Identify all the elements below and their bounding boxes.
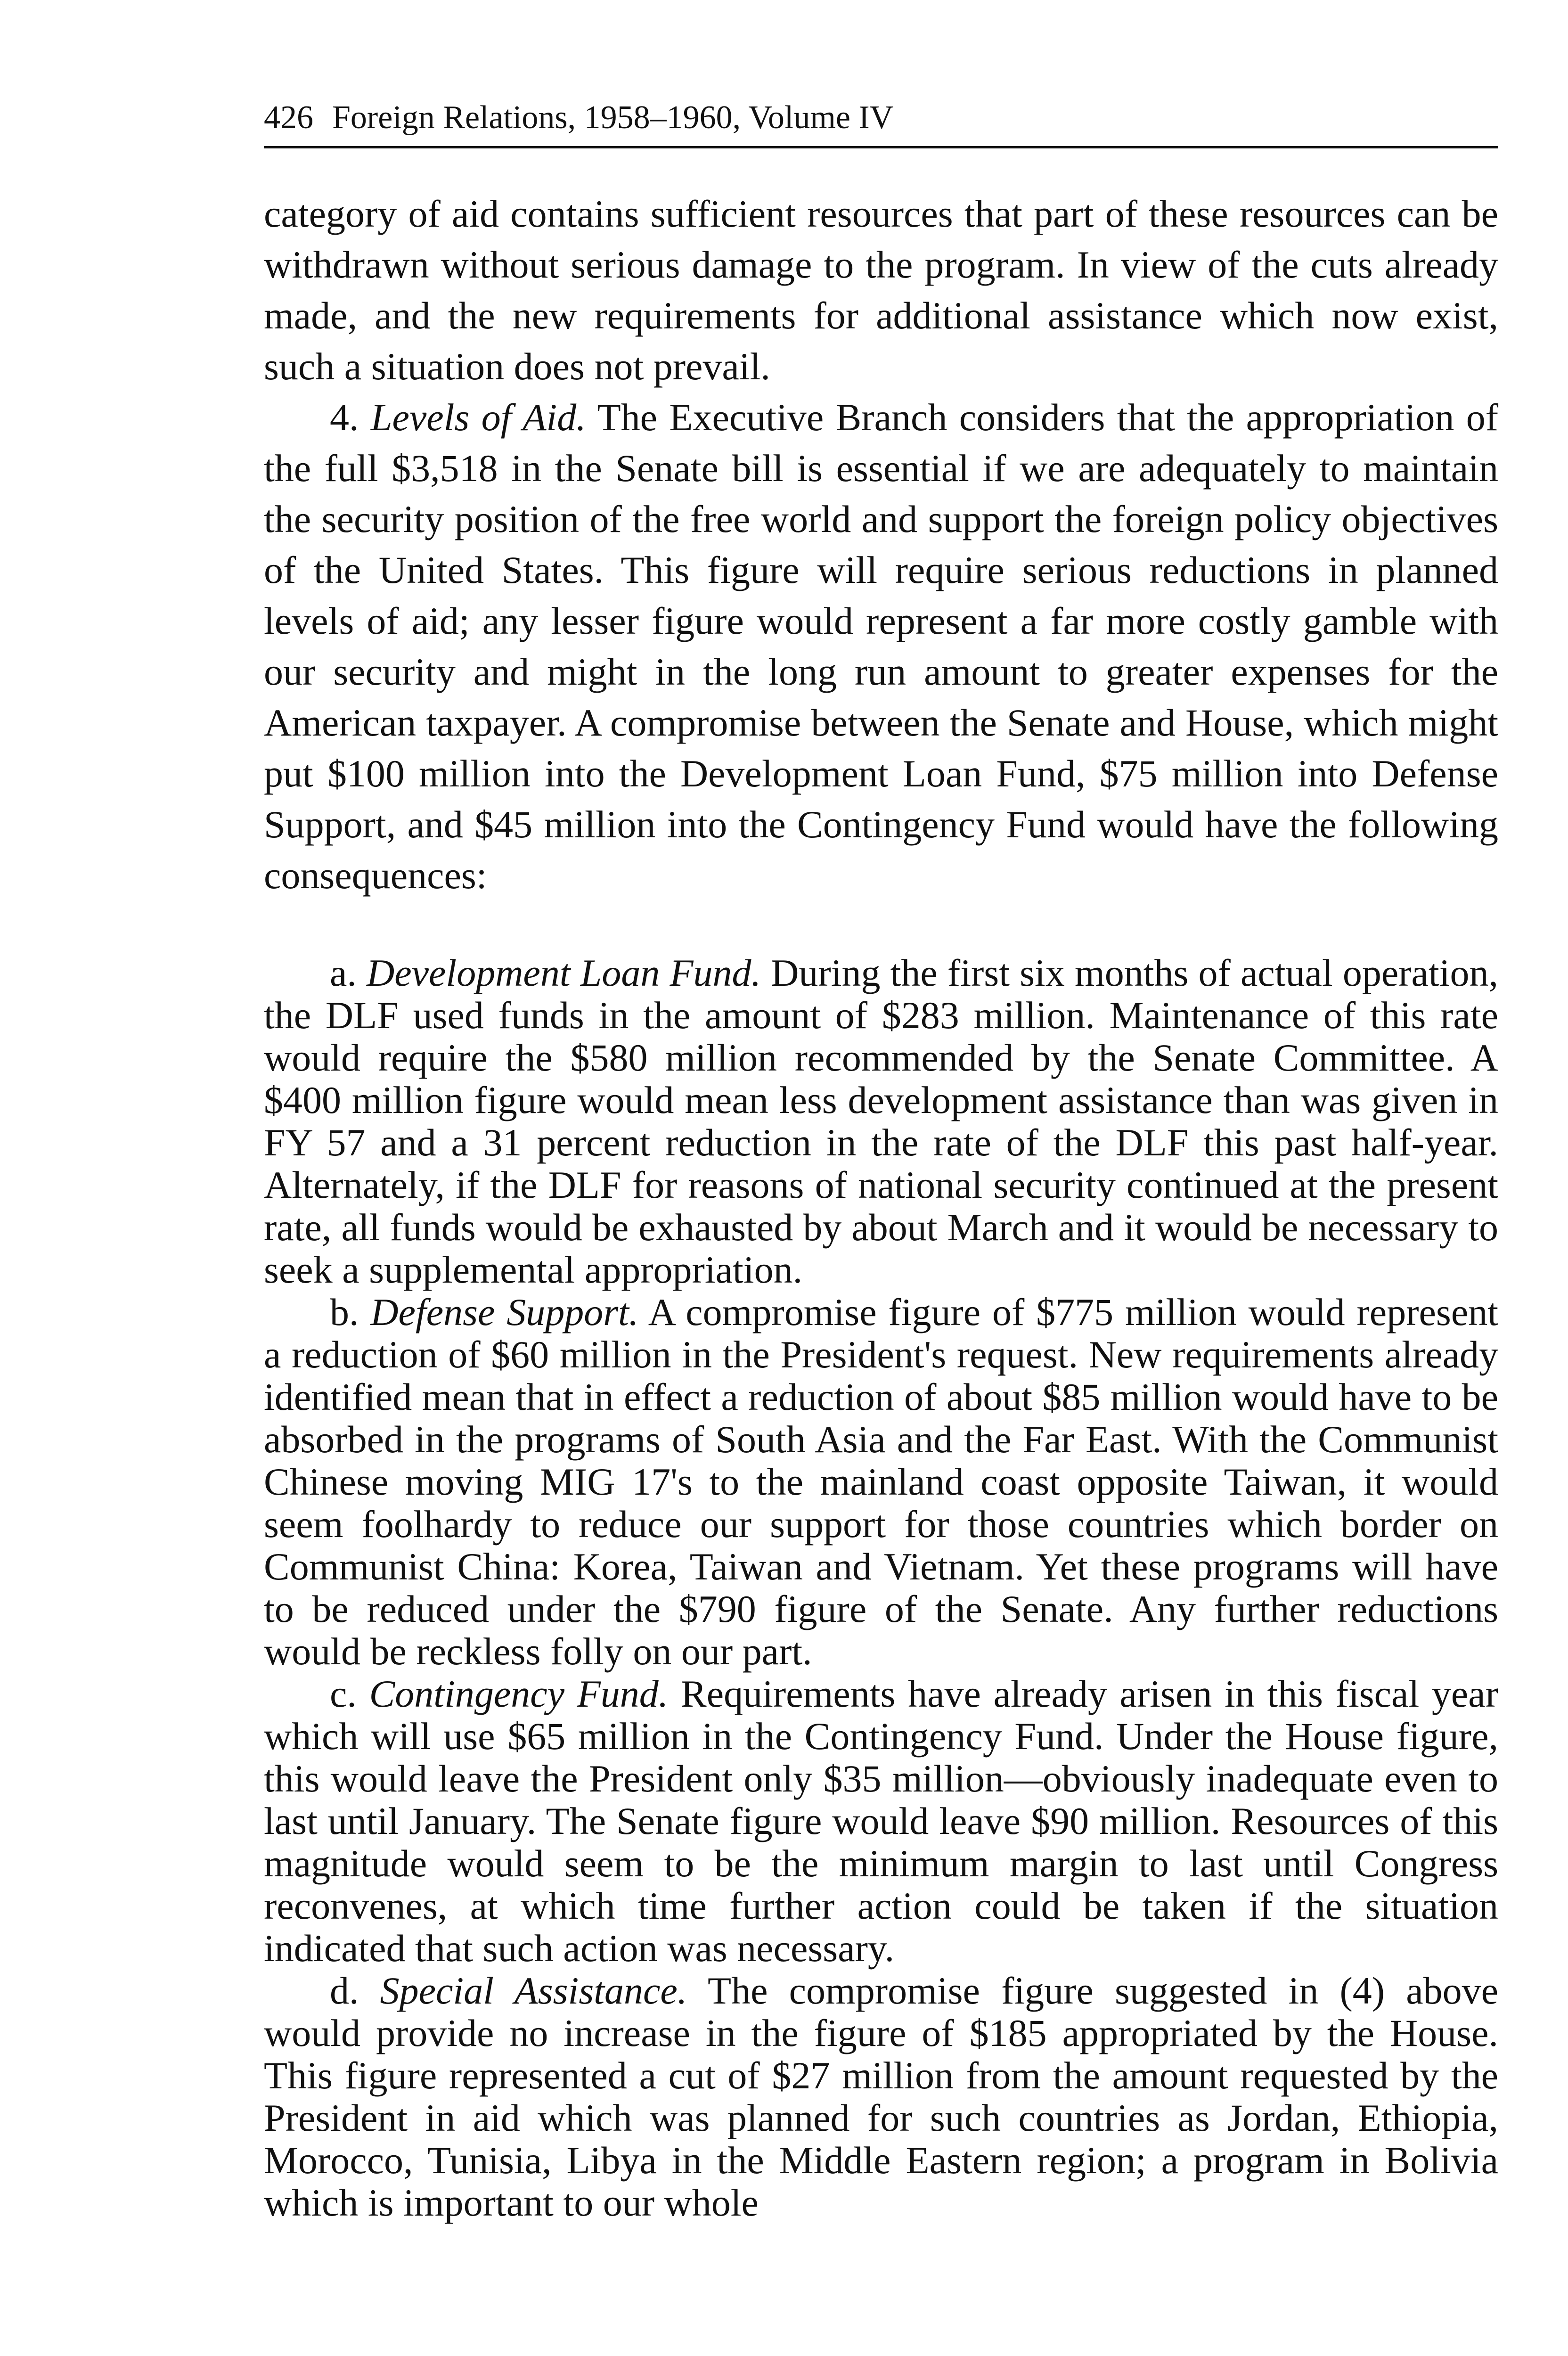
- subsection-text: A compromise figure of $775 million would represent a reduction of $60 million in the President's request. New requirements already identified mean that in effect a reduction of about $85 million would have to be absorbed in the programs of South Asia and the Far East. With the Communist Chinese moving MIG 17's to the mainland coast opposite Taiwan, it would seem foolhardy to reduce our support for those countries which border on Communist China: Korea, Taiwan and Vietnam. Yet these programs will have to be reduced under the $790 figure of the Senate. Any further reductions would be reckless folly on our part.: [264, 1291, 1498, 1673]
- subsection-text: Requirements have already arisen in this fiscal year which will use $65 million in the Contingency Fund. Under the House figure, this would leave the President only $35 million—obviously inadequate even to last until January. The Senate figure would leave $90 million. Resources of this magnitude would seem to be the minimum margin to last until Congress reconvenes, at which time further action could be taken if the situation indicated that such action was necessary.: [264, 1672, 1498, 1970]
- subsection-development-loan-fund: [264, 952, 1498, 1291]
- subsection-list: [264, 952, 1498, 2224]
- subsection-label: b.: [330, 1291, 359, 1333]
- paragraph-text: category of aid contains sufficient resources that part of these resources can be withdrawn without serious damage to the program. In view of the cuts already made, and the new requirements for additional assistance which now exist, such a situation does not prevail.: [264, 192, 1498, 388]
- paragraph-continuation: [264, 188, 1498, 392]
- running-title: Foreign Relations, 1958–1960, Volume IV: [332, 99, 894, 136]
- subsection-contingency-fund: [264, 1673, 1498, 1970]
- paragraph-label: 4.: [330, 396, 359, 439]
- paragraph-text: The Executive Branch considers that the appropriation of the full $3,518 in the Senate bill is essential if we are adequately to maintain the security position of the free world and support the foreign policy objectives of the United States. This figure will require serious reductions in planned levels of aid; any lesser figure would represent a far more costly gamble with our security and might in the long run amount to greater expenses for the American taxpayer. A compromise between the Senate and House, which might put $100 million into the Development Loan Fund, $75 million into Defense Support, and $45 million into the Contingency Fund would have the following consequences:: [264, 396, 1499, 897]
- subsection-special-assistance: [264, 1970, 1498, 2224]
- subsection-label: c.: [330, 1672, 357, 1715]
- subsection-text: During the first six months of actual operation, the DLF used funds in the amount of $283 million. Maintenance of this rate would require the $580 million recommended by the Senate Committee. A $400 million figure would mean less development assistance than was given in FY 57 and a 31 percent reduction in the rate of the DLF this past half-year. Alternately, if the DLF for reasons of national security continued at the present rate, all funds would be exhausted by about March and it would be necessary to seek a supplemental appropriation.: [264, 951, 1499, 1291]
- subsection-heading: Defense Support.: [370, 1291, 639, 1333]
- subsection-label: d.: [330, 1969, 359, 2012]
- page-number: 426: [264, 99, 313, 136]
- subsection-heading: Contingency Fund.: [369, 1672, 669, 1715]
- paragraph-heading: Levels of Aid.: [370, 396, 586, 439]
- subsection-heading: Special Assistance.: [380, 1969, 687, 2012]
- body-text: [264, 188, 1498, 2224]
- subsection-defense-support: [264, 1291, 1498, 1673]
- subsection-label: a.: [330, 951, 357, 994]
- subsection-text: The compromise figure suggested in (4) above would provide no increase in the figure of $185 appropriated by the House. This figure represented a cut of $27 million from the amount requested by the President in aid which was planned for such countries as Jordan, Ethiopia, Morocco, Tunisia, Libya in the Middle Eastern region; a program in Bolivia which is important to our whole: [264, 1969, 1498, 2224]
- running-header: [264, 94, 1498, 148]
- paragraph-levels-of-aid: [264, 392, 1498, 901]
- subsection-heading: Development Loan Fund.: [367, 951, 761, 994]
